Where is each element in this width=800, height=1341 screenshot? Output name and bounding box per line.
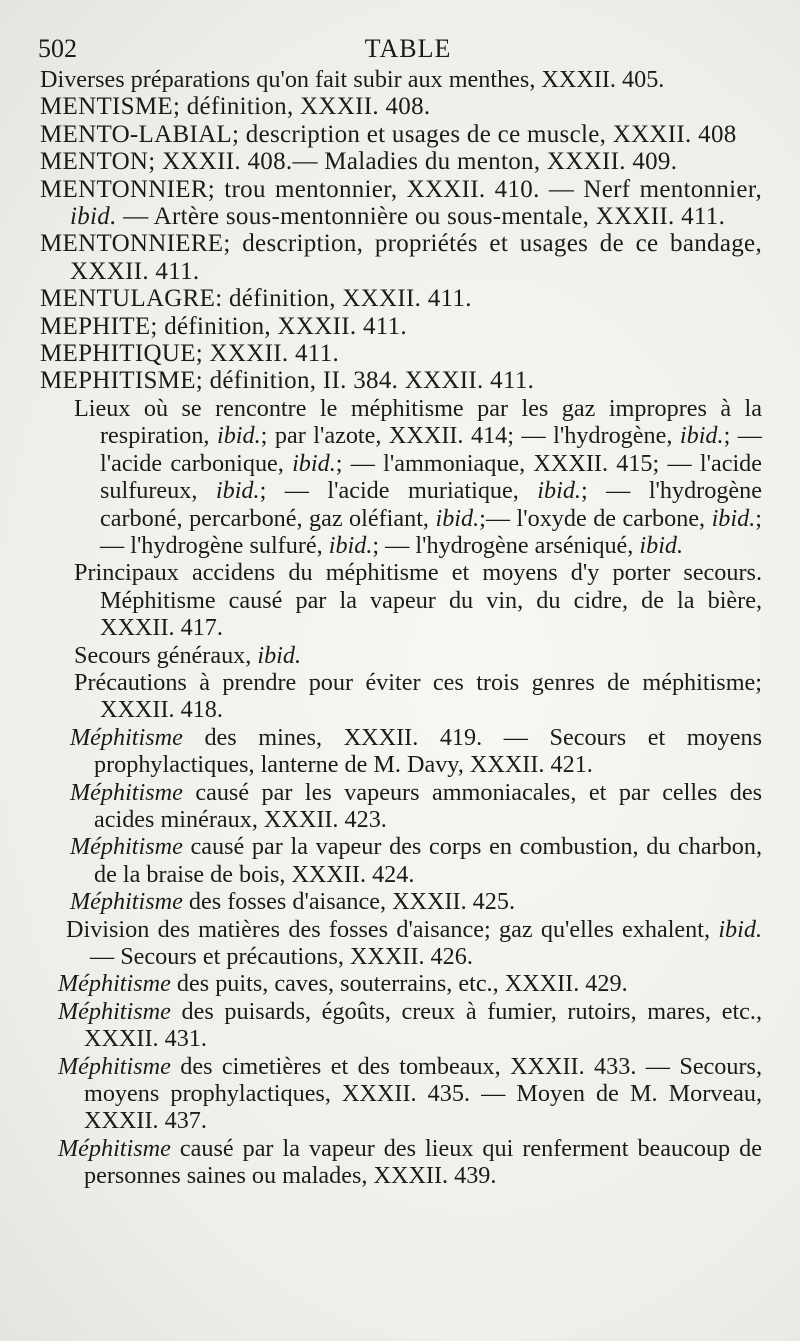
italic-text: Méphitisme (58, 1052, 171, 1080)
entry-text: MEPHITE; définition, XXXII. 411. (40, 312, 407, 340)
italic-text: Méphitisme (58, 970, 171, 998)
italic-text: ibid. (711, 504, 756, 532)
entry-text: — Secours et précautions, XXXII. 426. (90, 943, 473, 970)
italic-text: ibid. (718, 915, 762, 943)
running-title: TABLE (364, 34, 452, 63)
entry-text: Division des matières des fosses d'aisance; gaz qu'elles exhalent, (66, 915, 719, 943)
italic-text: ibid. (537, 477, 581, 505)
index-entry (40, 916, 762, 971)
index-entries (40, 66, 762, 1190)
entry-text: Précautions à prendre pour éviter ces trois genres de méphitisme; XXXII. 418. (74, 668, 762, 724)
entry-text: ; — l'hydrogène sulfuré, (100, 504, 762, 559)
entry-text: Principaux accidens du méphitisme et moyens d'y porter secours. Méphitisme causé par la vapeur du vin, du cidre, de la bière, XXXII. 417. (74, 559, 762, 642)
index-entry (40, 93, 762, 120)
page-number: 502 (38, 34, 77, 63)
italic-text: ibid. (257, 641, 302, 669)
index-entry (40, 779, 762, 834)
italic-text: Méphitisme (70, 778, 183, 806)
index-entry (40, 669, 762, 724)
entry-text: causé par la vapeur des lieux qui renferment beaucoup de personnes saines ou malades, XXXII. 439. (84, 1134, 762, 1190)
index-entry (40, 724, 762, 779)
entry-text: Lieux où se rencontre le méphitisme par les gaz impropres à la respiration, (74, 394, 762, 450)
index-entry (40, 66, 762, 93)
entry-text: ; par l'azote, XXXII. 414; — l'hydrogène, (260, 422, 680, 450)
entry-text: causé par les vapeurs ammoniacales, et par celles des acides minéraux, XXXII. 423. (94, 778, 762, 833)
index-entry (40, 285, 762, 312)
italic-text: ibid. (679, 422, 724, 450)
italic-text: Méphitisme (70, 723, 183, 751)
entry-text: ; — l'acide muriatique, (259, 477, 538, 505)
entry-text: — Artère sous-mentonnière ou sous-mentale, XXXII. 411. (116, 203, 726, 231)
index-entry (40, 970, 762, 997)
italic-text: ibid. (435, 504, 480, 532)
italic-text: ibid. (216, 422, 261, 450)
entry-text: MENTONNIERE; description, propriétés et usages de ce bandage, XXXII. 411. (40, 230, 762, 285)
entry-text: des mines, XXXII. 419. — Secours et moyens prophylactiques, lanterne de M. Davy, XXXII. 421. (94, 723, 762, 779)
entry-text: MENTISME; définition, XXXII. 408. (40, 93, 431, 121)
index-entry (40, 367, 762, 394)
entry-text: ; — l'acide carbonique, (100, 422, 762, 477)
entry-text: ; — l'hydrogène carboné, percarboné, gaz oléfiant, (100, 477, 762, 532)
italic-text: Méphitisme (58, 1134, 171, 1162)
index-entry (40, 313, 762, 340)
entry-text: MENTULAGRE: définition, XXXII. 411. (40, 285, 472, 313)
entry-text: des puisards, égoûts, creux à fumier, rutoirs, mares, etc., XXXII. 431. (84, 997, 762, 1053)
italic-text: Méphitisme (58, 997, 171, 1025)
entry-text: MENTONNIER; trou mentonnier, XXXII. 410. — Nerf mentonnier, (40, 175, 762, 203)
index-entry (40, 559, 762, 641)
entry-text: des fosses d'aisance, XXXII. 425. (182, 888, 516, 916)
index-entry (40, 998, 762, 1053)
italic-text: ibid. (328, 531, 373, 559)
entry-text: MENTON; XXXII. 408.— Maladies du menton, XXXII. 409. (40, 148, 678, 176)
index-entry (40, 642, 762, 669)
entry-text: Secours généraux, (74, 641, 258, 669)
italic-text: ibid. (639, 531, 684, 559)
index-entry (40, 230, 762, 285)
entry-text: ;— l'oxyde de carbone, (479, 504, 712, 532)
italic-text: Méphitisme (70, 833, 183, 861)
italic-text: ibid. (292, 449, 336, 477)
index-entry (40, 1053, 762, 1135)
italic-text: ibid. (215, 477, 260, 505)
page-header (38, 34, 778, 68)
index-entry (40, 395, 762, 559)
entry-text: des cimetières et des tombeaux, XXXII. 433. — Secours, moyens prophylactiques, XXXII. 435. — Moyen de M. Morveau, XXXII. 437. (84, 1052, 762, 1135)
entry-text: ; — l'ammoniaque, XXXII. 415; — l'acide sulfureux, (100, 449, 762, 505)
entry-text: Diverses préparations qu'on fait subir aux menthes, XXXII. 405. (40, 66, 665, 93)
index-entry (40, 888, 762, 915)
index-entry (40, 148, 762, 175)
entry-text: ; — l'hydrogène arséniqué, (372, 531, 640, 559)
entry-text: MENTO-LABIAL; description et usages de ce muscle, XXXII. 408 (40, 120, 737, 148)
index-entry (40, 121, 762, 148)
index-entry (40, 833, 762, 888)
index-entry (40, 1135, 762, 1190)
entry-text: MEPHITISME; définition, II. 384. XXXII. 411. (40, 367, 535, 395)
entry-text: MEPHITIQUE; XXXII. 411. (40, 340, 339, 368)
index-entry (40, 340, 762, 367)
index-entry (40, 176, 762, 231)
entry-text: causé par la vapeur des corps en combustion, du charbon, de la braise de bois, XXXII. 424. (94, 833, 762, 888)
entry-text: des puits, caves, souterrains, etc., XXXII. 429. (170, 970, 628, 998)
italic-text: ibid. (70, 203, 117, 231)
italic-text: Méphitisme (70, 888, 183, 916)
